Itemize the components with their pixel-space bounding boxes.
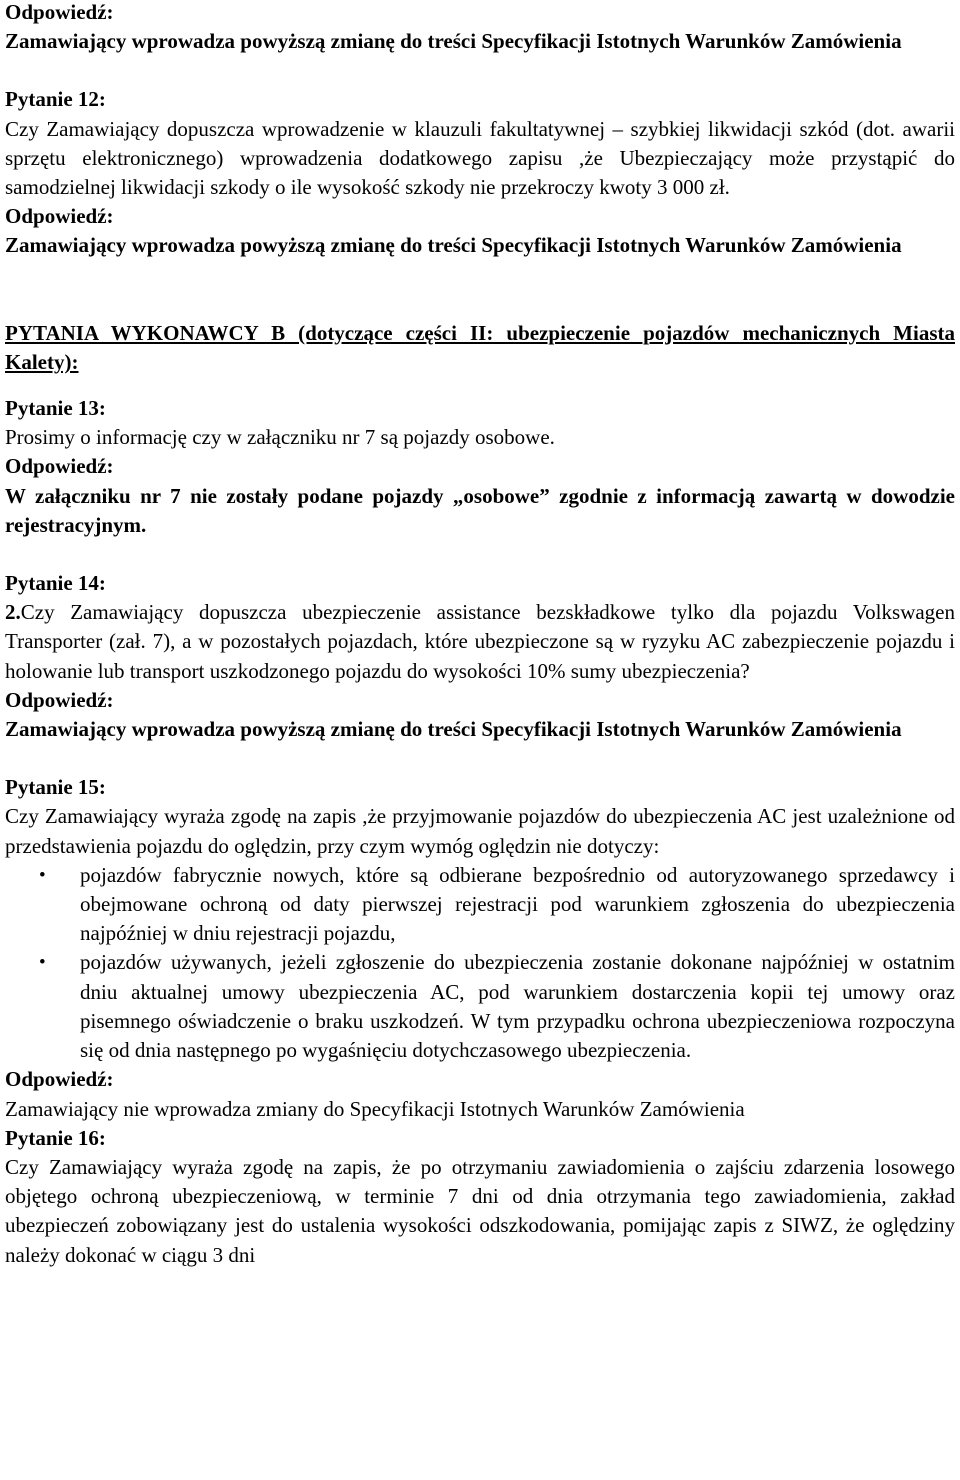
question-14-heading: Pytanie 14: [5, 571, 106, 596]
question-14-text [5, 598, 955, 686]
question-14-body: Czy Zamawiający dopuszcza ubezpieczenie assistance bezskładkowe tylko dla pojazdu Volkswagen Transporter (zał. 7), a w pozostałych pojazdach, które ubezpieczone są w ryzyku AC zabezpieczenie pojazdu i holowanie lub transport uszkodzonego pojazdu do wysokości 10% sumy ubezpieczenia? [5, 600, 955, 683]
list-item [39, 948, 955, 1065]
question-15-list [5, 861, 955, 1065]
answer-label: Odpowiedź: [5, 687, 114, 712]
question-13-text: Prosimy o informację czy w załączniku nr 7 są pojazdy osobowe. [5, 425, 555, 450]
question-12-text: Czy Zamawiający dopuszcza wprowadzenie w klauzuli fakultatywnej – szybkiej likwidacji szkód (dot. awarii sprzętu elektronicznego) wprowadzenia dodatkowego zapisu ,że Ubezpieczający może przystąpić do samodzielnej likwidacji szkody o ile wysokość szkody nie przekroczy kwoty 3 000 zł. [5, 116, 955, 200]
question-16-heading: Pytanie 16: [5, 1125, 106, 1150]
answer-text: Zamawiający wprowadza powyższą zmianę do treści Specyfikacji Istotnych Warunków Zamówienia [5, 233, 902, 258]
bullet-icon: • [39, 864, 46, 886]
question-14-number: 2. [5, 600, 21, 625]
question-12-heading: Pytanie 12: [5, 87, 106, 112]
question-15-text: Czy Zamawiający wyraża zgodę na zapis ,że przyjmowanie pojazdów do ubezpieczenia AC jest uzależnione od przedstawienia pojazdu do oględzin, przy czym wymóg oględzin nie dotyczy: [5, 804, 955, 858]
answer-text: Zamawiający nie wprowadza zmiany do Specyfikacji Istotnych Warunków Zamówienia [5, 1096, 745, 1121]
answer-text: W załączniku nr 7 nie zostały podane pojazdy „osobowe” zgodnie z informacją zawartą w dowodzie rejestracyjnym. [5, 483, 955, 537]
answer-label: Odpowiedź: [5, 1067, 114, 1092]
document-page [5, 0, 955, 1270]
bullet-icon: • [39, 952, 46, 974]
question-16-text: Czy Zamawiający wyraża zgodę na zapis, że po otrzymaniu zawiadomienia o zajściu zdarzenia losowego objętego ochroną ubezpieczeniową, w terminie 7 dni od dnia otrzymania tego zawiadomienia, zakład ubezpieczeń zobowiązany jest do ustalenia wysokości odszkodowania, pomijając zapis z SIWZ, że oględziny należy dokonać w ciągu 3 dni [5, 1154, 955, 1267]
answer-label: Odpowiedź: [5, 204, 114, 229]
list-item-text: pojazdów używanych, jeżeli zgłoszenie do ubezpieczenia zostanie dokonane najpóźniej w ostatnim dniu aktualnej umowy ubezpieczenia AC, pod warunkiem dostarczenia kopii tej umowy oraz pisemnego oświadczenie o braku uszkodzeń. W tym przypadku ochrona ubezpieczeniowa rozpoczyna się od dnia następnego po wygaśnięciu dotychczasowego ubezpieczenia. [80, 950, 955, 1063]
answer-text: Zamawiający wprowadza powyższą zmianę do treści Specyfikacji Istotnych Warunków Zamówienia [5, 29, 902, 54]
list-item-text: pojazdów fabrycznie nowych, które są odbierane bezpośrednio od autoryzowanego sprzedawcy i obejmowane ochroną od daty pierwszej rejestracji pod warunkiem zgłoszenia do ubezpieczenia najpóźniej w dniu rejestracji pojazdu, [80, 862, 955, 946]
question-13-heading: Pytanie 13: [5, 396, 106, 421]
answer-text: Zamawiający wprowadza powyższą zmianę do treści Specyfikacji Istotnych Warunków Zamówienia [5, 717, 902, 742]
answer-label: Odpowiedź: [5, 454, 114, 479]
section-heading-contractor-b: PYTANIA WYKONAWCY B (dotyczące części II: ubezpieczenie pojazdów mechanicznych Miasta Kalety): [5, 320, 955, 374]
question-15-heading: Pytanie 15: [5, 775, 106, 800]
answer-label: Odpowiedź: [5, 0, 114, 24]
list-item [39, 861, 955, 949]
